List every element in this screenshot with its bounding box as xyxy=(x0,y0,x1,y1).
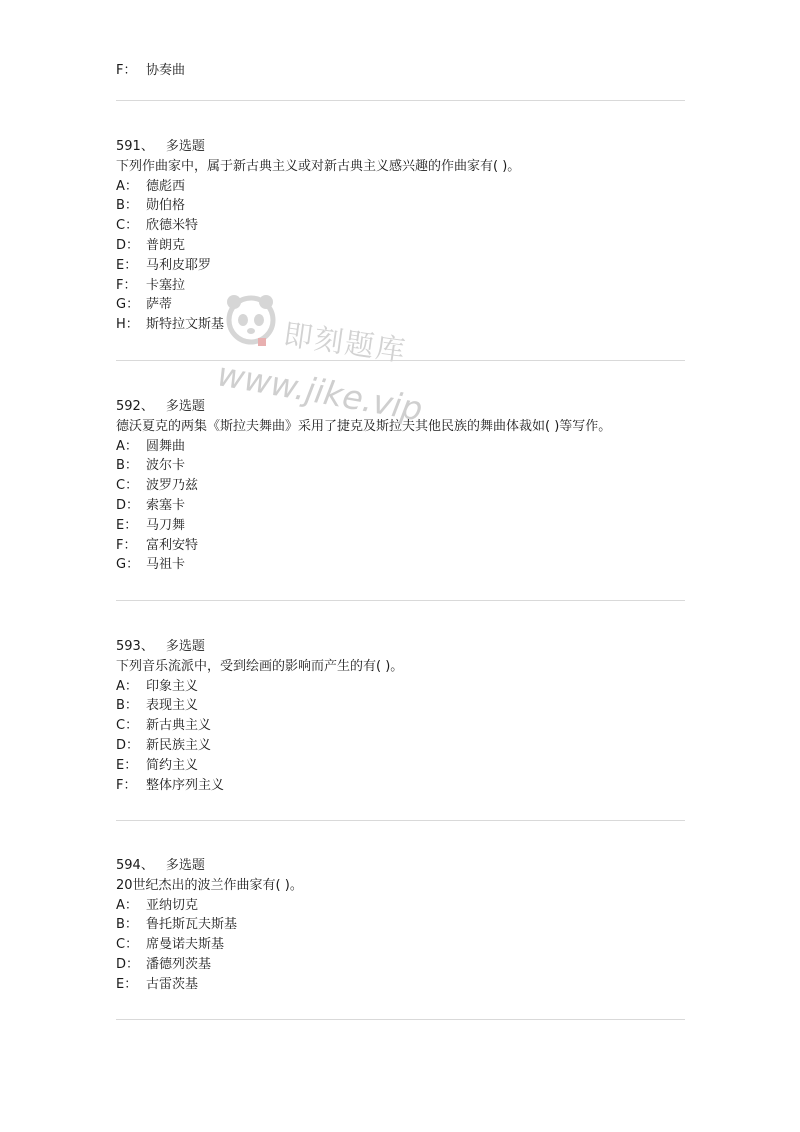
option-text: 波罗乃兹 xyxy=(146,478,199,494)
option-key: A： xyxy=(116,178,138,194)
watermark-name: 即刻题库 xyxy=(281,317,409,369)
option-key: E： xyxy=(116,257,138,273)
option-text: 波尔卡 xyxy=(146,458,186,474)
option-item xyxy=(116,756,685,776)
option-item xyxy=(116,61,685,81)
option-item xyxy=(116,536,685,556)
question-stem: 20世纪杰出的波兰作曲家有( )。 xyxy=(116,877,303,893)
option-key: G： xyxy=(116,297,140,313)
previous-question-tail xyxy=(116,61,685,81)
question-type: 多选题 xyxy=(165,858,205,873)
option-text: 斯特拉文斯基 xyxy=(146,317,225,333)
option-item xyxy=(116,736,685,756)
question-type: 多选题 xyxy=(165,639,205,654)
option-text: 萨蒂 xyxy=(146,297,173,313)
option-text: 简约主义 xyxy=(146,757,199,773)
watermark-url: www.jike.vip xyxy=(214,354,426,429)
divider xyxy=(116,820,685,821)
question-header xyxy=(116,637,685,657)
option-text: 索塞卡 xyxy=(146,497,186,513)
option-text: 古雷茨基 xyxy=(146,976,199,992)
question-stem: 下列作曲家中，属于新古典主义或对新古典主义感兴趣的作曲家有( )。 xyxy=(116,158,521,174)
question-number: 592、 xyxy=(116,399,154,414)
option-key: G： xyxy=(116,557,140,573)
question-block xyxy=(116,856,685,995)
option-text: 欣德米特 xyxy=(146,218,199,234)
divider xyxy=(116,600,685,601)
question-header xyxy=(116,856,685,876)
question-type: 多选题 xyxy=(165,139,205,154)
option-text: 普朗克 xyxy=(146,237,186,253)
question-number: 593、 xyxy=(116,639,154,654)
option-key: B： xyxy=(116,917,138,933)
option-text: 圆舞曲 xyxy=(146,438,186,454)
divider xyxy=(116,100,685,101)
option-item xyxy=(116,236,685,256)
option-key: F： xyxy=(116,777,137,793)
option-item xyxy=(116,216,685,236)
watermark xyxy=(214,290,426,429)
option-key: F： xyxy=(116,537,137,553)
option-item xyxy=(116,776,685,796)
option-item xyxy=(116,196,685,216)
option-text: 席曼诺夫斯基 xyxy=(146,937,225,953)
option-key: F： xyxy=(116,63,137,78)
option-key: E： xyxy=(116,976,138,992)
option-text: 亚纳切克 xyxy=(146,897,199,913)
option-key: H： xyxy=(116,317,139,333)
option-key: F： xyxy=(116,277,137,293)
option-item xyxy=(116,555,685,575)
option-text: 表现主义 xyxy=(146,698,199,714)
option-text: 马祖卡 xyxy=(146,557,186,573)
option-key: C： xyxy=(116,718,139,734)
option-key: E： xyxy=(116,757,138,773)
option-item xyxy=(116,935,685,955)
option-key: B： xyxy=(116,458,138,474)
option-item xyxy=(116,975,685,995)
option-key: C： xyxy=(116,937,139,953)
option-item xyxy=(116,437,685,457)
option-text: 整体序列主义 xyxy=(146,777,225,793)
option-text: 德彪西 xyxy=(146,178,186,194)
option-key: B： xyxy=(116,198,138,214)
option-item xyxy=(116,677,685,697)
option-key: D： xyxy=(116,956,140,972)
option-text: 马刀舞 xyxy=(146,517,186,533)
option-key: B： xyxy=(116,698,138,714)
option-text: 印象主义 xyxy=(146,678,199,694)
question-stem: 下列音乐流派中，受到绘画的影响而产生的有( )。 xyxy=(116,658,404,674)
question-type: 多选题 xyxy=(165,399,205,414)
option-key: E： xyxy=(116,517,138,533)
question-number: 591、 xyxy=(116,139,154,154)
option-text: 潘德列茨基 xyxy=(146,956,212,972)
option-key: D： xyxy=(116,497,140,513)
option-key: A： xyxy=(116,897,138,913)
option-item xyxy=(116,256,685,276)
option-text: 新古典主义 xyxy=(146,718,212,734)
option-key: C： xyxy=(116,478,139,494)
option-item xyxy=(116,696,685,716)
option-item xyxy=(116,896,685,916)
option-item xyxy=(116,456,685,476)
option-key: D： xyxy=(116,237,140,253)
option-item xyxy=(116,915,685,935)
option-item xyxy=(116,177,685,197)
option-text: 鲁托斯瓦夫斯基 xyxy=(146,917,238,933)
option-text: 勋伯格 xyxy=(146,198,186,214)
option-item xyxy=(116,955,685,975)
option-text: 富利安特 xyxy=(146,537,199,553)
option-text: 新民族主义 xyxy=(146,737,212,753)
option-key: C： xyxy=(116,218,139,234)
question-stem: 德沃夏克的两集《斯拉夫舞曲》采用了捷克及斯拉夫其他民族的舞曲体裁如( )等写作。 xyxy=(116,418,612,434)
option-key: A： xyxy=(116,678,138,694)
option-item xyxy=(116,516,685,536)
option-key: A： xyxy=(116,438,138,454)
panda-logo-icon xyxy=(218,290,288,354)
question-number: 594、 xyxy=(116,858,154,873)
option-key: D： xyxy=(116,737,140,753)
divider xyxy=(116,1019,685,1020)
option-item xyxy=(116,496,685,516)
question-block xyxy=(116,637,685,795)
option-text: 协奏曲 xyxy=(146,63,186,78)
option-text: 卡塞拉 xyxy=(146,277,186,293)
option-item xyxy=(116,716,685,736)
option-text: 马利皮耶罗 xyxy=(146,257,212,273)
option-item xyxy=(116,476,685,496)
question-header xyxy=(116,137,685,157)
